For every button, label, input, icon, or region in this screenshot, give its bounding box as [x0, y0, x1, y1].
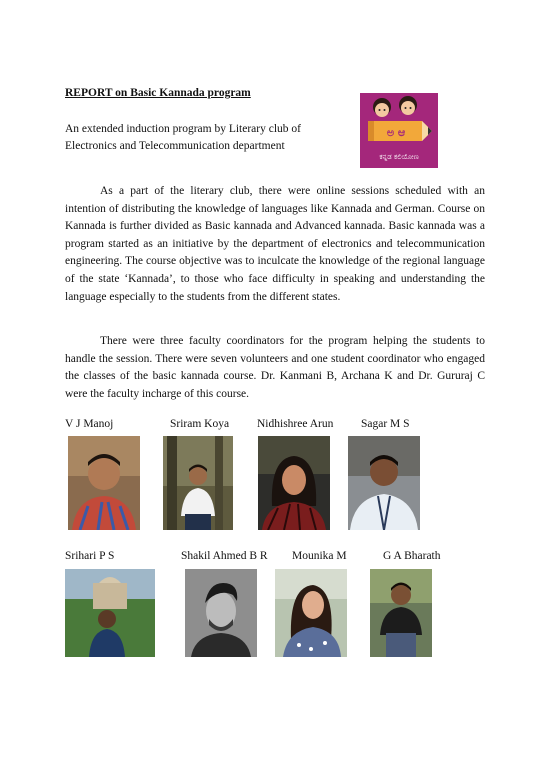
- person-name: Nidhishree Arun: [257, 418, 334, 430]
- person-name: Mounika M: [292, 550, 347, 562]
- logo-graphic: [360, 93, 438, 168]
- person-name: G A Bharath: [383, 550, 441, 562]
- paragraph-2-text: There were three faculty coordinators for the program helping the students to handle the session. There were seven volunteers and one student coordinator who engaged the classes of the basic kannada course. Dr. Kanmani B, Archana K and Dr. Gururaj C were the faculty incharge of this course.: [65, 335, 485, 400]
- person-photo: [65, 569, 155, 657]
- report-paragraph-2: [65, 333, 485, 403]
- logo-glyphs: ಅ ಆ: [386, 126, 406, 139]
- person-photo: [185, 569, 257, 657]
- report-paragraph-1: [65, 183, 485, 306]
- report-intro: An extended induction program by Literary club of Electronics and Telecommunication department: [65, 123, 301, 152]
- literary-club-logo: [360, 93, 438, 168]
- person-name: Shakil Ahmed B R: [181, 550, 268, 562]
- person-photo: [275, 569, 347, 657]
- person-photo: [163, 436, 233, 530]
- person-photo: [348, 436, 420, 530]
- paragraph-1-text: As a part of the literary club, there were online sessions scheduled with an intention of distributing the knowledge of languages like Kannada and German. Course on Kannada is further divided as Basic kannada and Advanced kannada. Basic kannada was a program started as an initiative by the department of electronics and telecommunication engineering. The course objective was to inculcate the knowledge of the regional language of the state ‘Kannada’, to those who face difficulty in speaking and understanding the language especially to the students from the different states.: [65, 185, 485, 303]
- person-name: Srihari P S: [65, 550, 115, 562]
- logo-caption: ಕನ್ನಡ ಕಲಿಯೋಣ: [379, 153, 419, 161]
- report-title: REPORT on Basic Kannada program: [65, 87, 251, 99]
- person-name: V J Manoj: [65, 418, 114, 430]
- person-name: Sriram Koya: [170, 418, 230, 430]
- person-photo: [258, 436, 330, 530]
- person-photo: [370, 569, 432, 657]
- person-photo: [68, 436, 140, 530]
- person-name: Sagar M S: [361, 418, 410, 430]
